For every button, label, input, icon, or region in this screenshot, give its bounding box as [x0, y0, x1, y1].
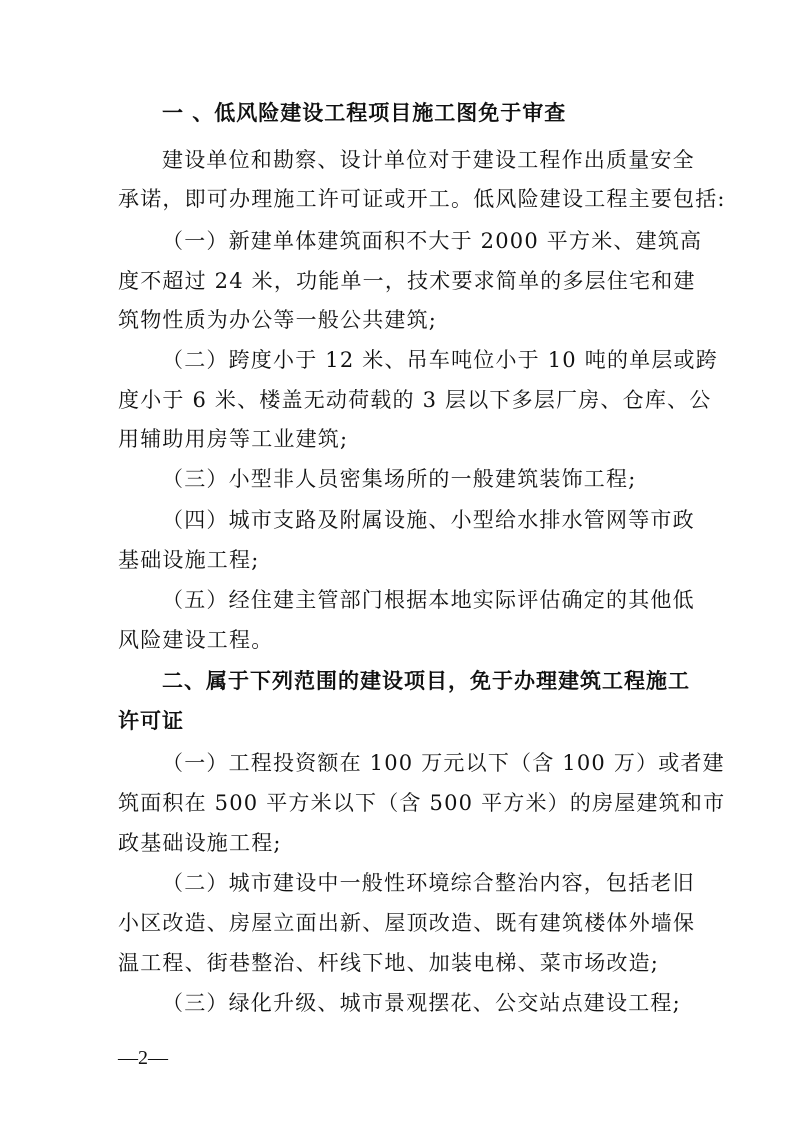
- section-2-heading: 二、属于下列范围的建设项目，免于办理建筑工程施工: [162, 669, 690, 693]
- section-1-heading: 一 、低风险建设工程项目施工图免于审查: [162, 101, 567, 125]
- list-item-line: （四）城市支路及附属设施、小型给水排水管网等市政: [162, 508, 695, 532]
- page-number: —2—: [118, 1047, 168, 1069]
- list-item-line: （一）新建单体建筑面积不大于 2000 平方米、建筑高: [162, 229, 703, 253]
- list-item-line: 政基础设施工程;: [118, 831, 282, 855]
- paragraph-line: 承诺，即可办理施工许可证或开工。低风险建设工程主要包括:: [118, 187, 726, 211]
- list-item-line: （三）小型非人员密集场所的一般建筑装饰工程;: [162, 467, 637, 491]
- list-item-line: 小区改造、房屋立面出新、屋顶改造、既有建筑楼体外墙保: [118, 911, 696, 935]
- list-item-line: （一）工程投资额在 100 万元以下（含 100 万）或者建: [162, 751, 725, 775]
- list-item-line: 度不超过 24 米，功能单一，技术要求简单的多层住宅和建: [118, 269, 696, 293]
- list-item-line: 筑面积在 500 平方米以下（含 500 平方米）的房屋建筑和市: [118, 791, 726, 815]
- list-item-line: 温工程、街巷整治、杆线下地、加装电梯、菜市场改造;: [118, 951, 660, 975]
- list-item-line: （五）经住建主管部门根据本地实际评估确定的其他低: [162, 588, 695, 612]
- list-item-line: 基础设施工程;: [118, 548, 260, 572]
- paragraph-line: 建设单位和勘察、设计单位对于建设工程作出质量安全: [162, 148, 695, 172]
- list-item-line: 度小于 6 米、楼盖无动荷载的 3 层以下多层厂房、仓库、公: [118, 388, 712, 412]
- list-item-line: 风险建设工程。: [118, 628, 274, 652]
- section-2-heading-continued: 许可证: [118, 709, 184, 733]
- list-item-line: （二）城市建设中一般性环境综合整治内容，包括老旧: [162, 871, 695, 895]
- list-item-line: 筑物性质为办公等一般公共建筑;: [118, 308, 438, 332]
- list-item-line: （二）跨度小于 12 米、吊车吨位小于 10 吨的单层或跨: [162, 348, 718, 372]
- list-item-line: 用辅助用房等工业建筑;: [118, 427, 349, 451]
- list-item-line: （三）绿化升级、城市景观摆花、公交站点建设工程;: [162, 991, 681, 1015]
